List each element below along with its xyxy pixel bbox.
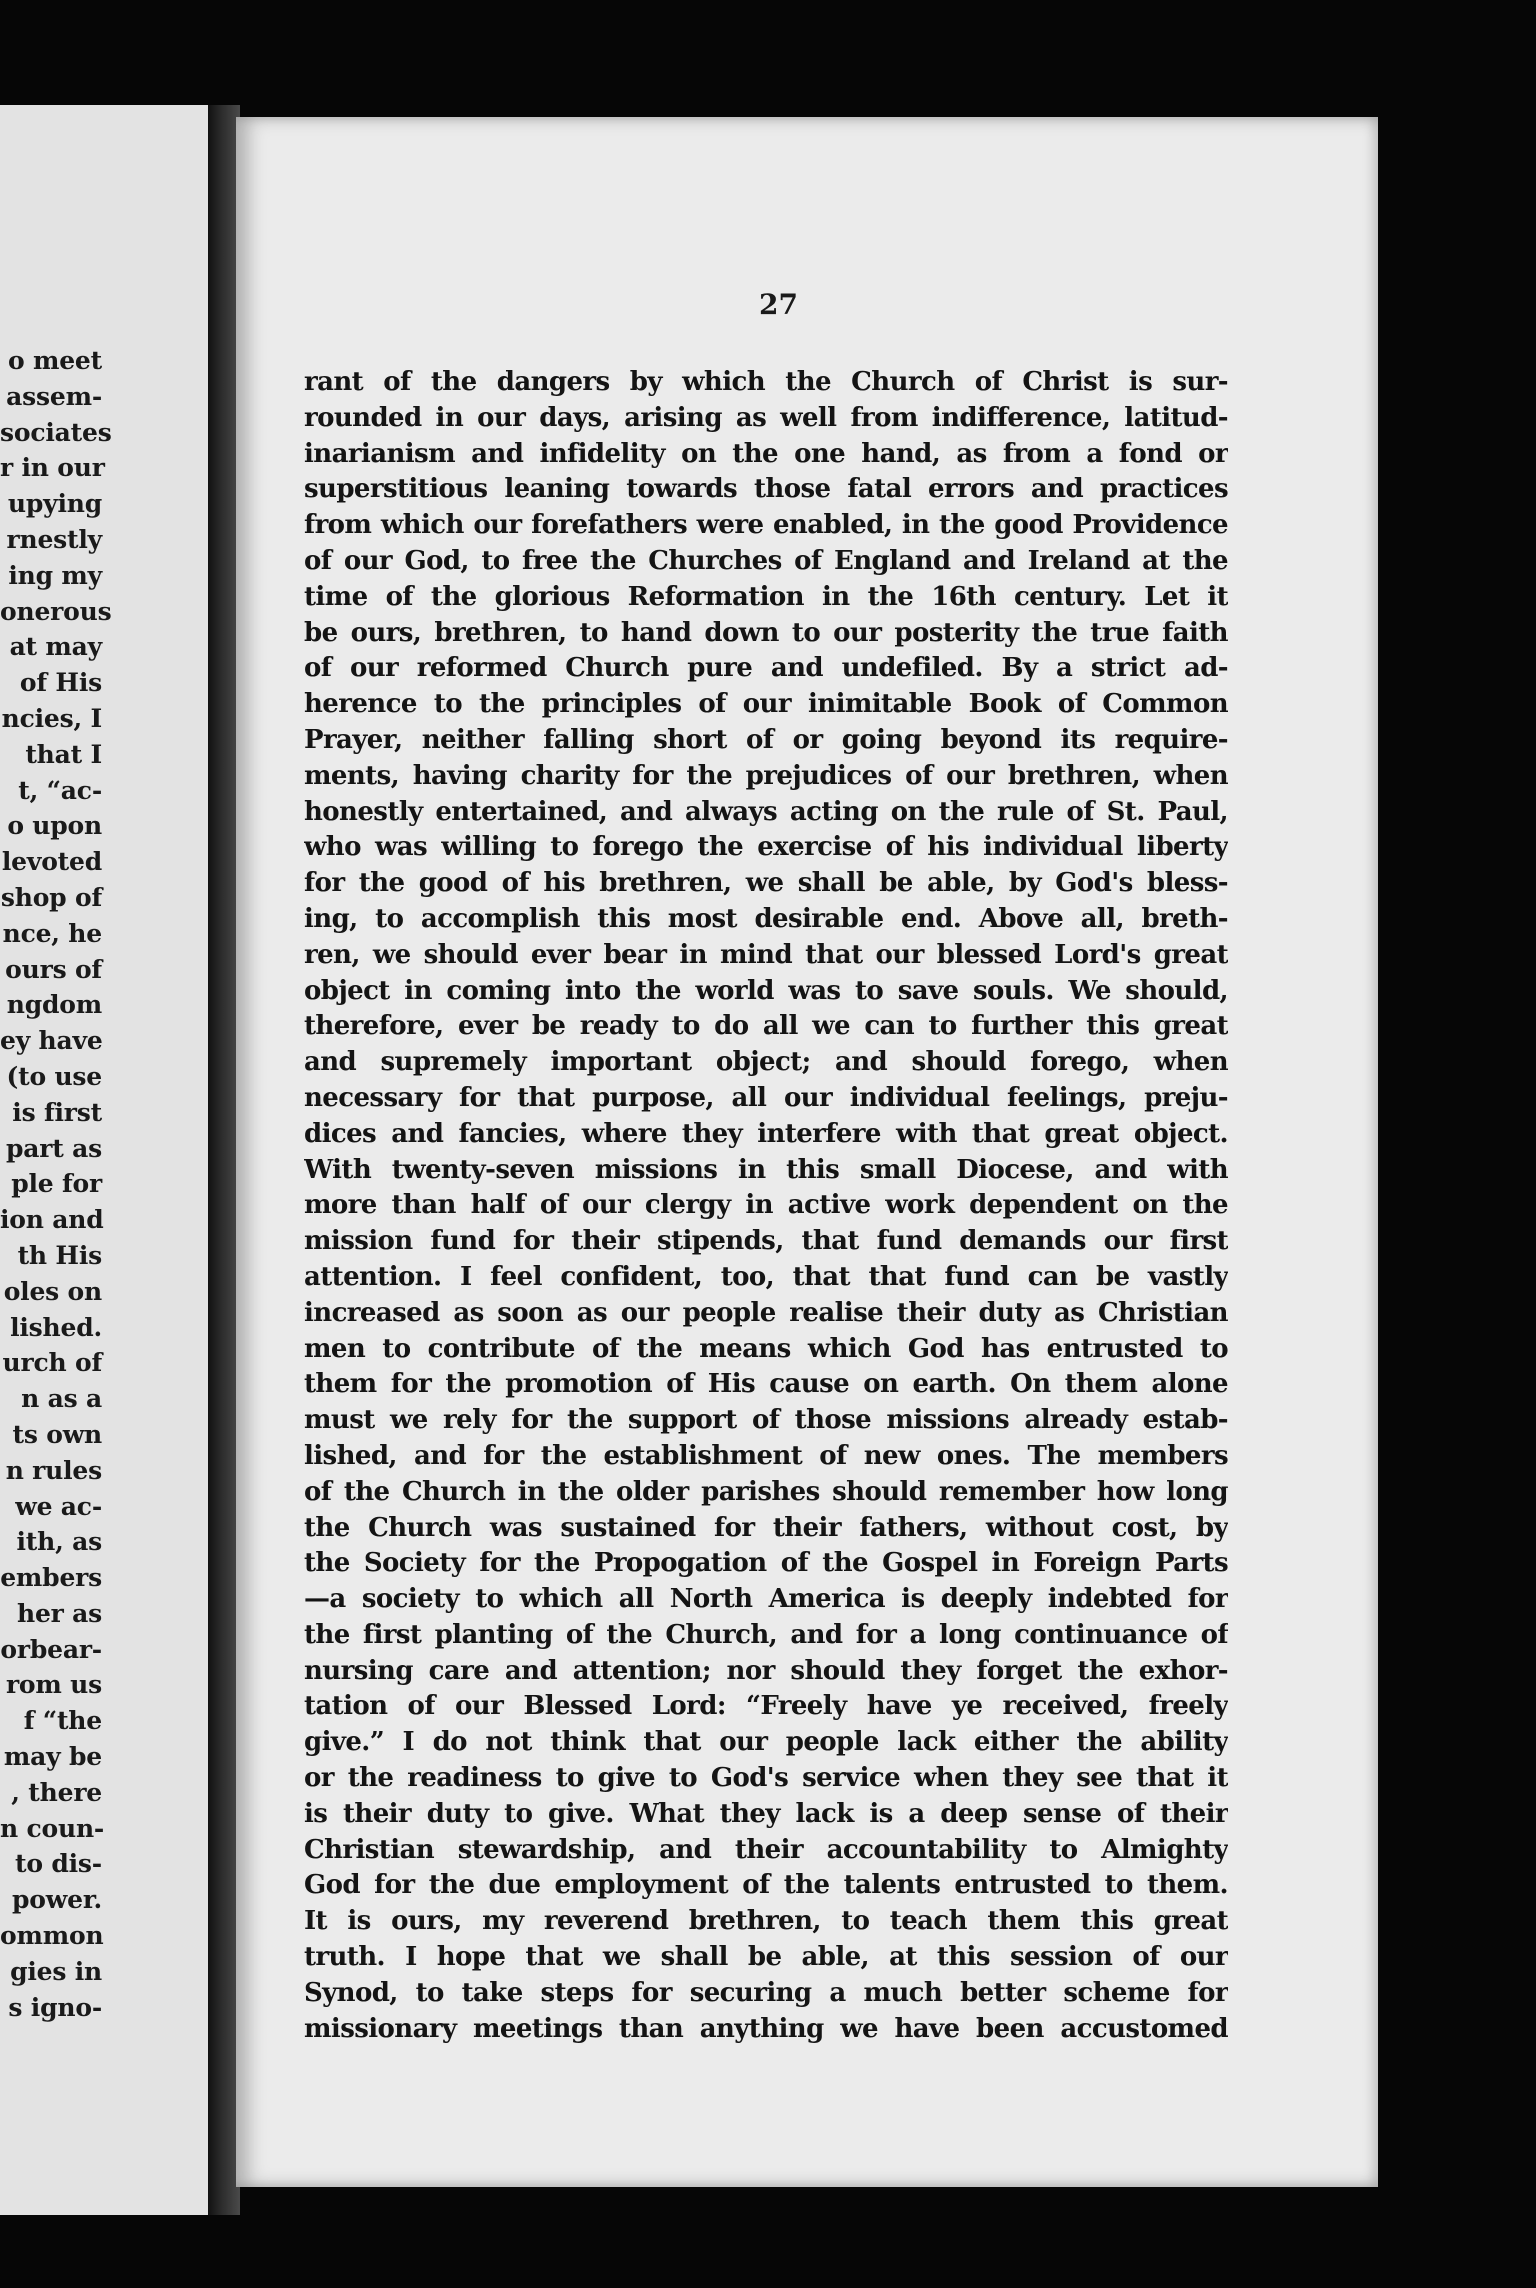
left-page-line-fragment: oles on	[3, 1276, 102, 1306]
text-line: ing, to accomplish this most desirable end. Above all, breth-	[304, 903, 1228, 934]
left-page-line-fragment: urch of	[2, 1348, 102, 1378]
text-line: the Society for the Propogation of the Gospel in Foreign Parts	[304, 1548, 1228, 1579]
text-line: missionary meetings than anything we have been accustomed	[304, 2013, 1228, 2044]
text-line: the first planting of the Church, and for a long continuance of	[304, 1619, 1228, 1650]
text-line: is their duty to give. What they lack is a deep sense of their	[304, 1798, 1228, 1829]
text-line: increased as soon as our people realise their duty as Christian	[304, 1297, 1228, 1328]
page-number: 27	[759, 288, 798, 321]
left-page-line-fragment: gies in	[10, 1956, 102, 1986]
text-line: time of the glorious Reformation in the 16th century. Let it	[304, 581, 1228, 612]
left-page-line-fragment: at may	[9, 632, 102, 662]
text-line: therefore, ever be ready to do all we can to further this great	[304, 1011, 1228, 1042]
text-line: of the Church in the older parishes should remember how long	[304, 1476, 1228, 1507]
text-line: ren, we should ever bear in mind that our blessed Lord's great	[304, 939, 1228, 970]
text-line: give.” I do not think that our people lack either the ability	[304, 1727, 1228, 1758]
left-page-line-fragment: ts own	[12, 1419, 102, 1449]
left-page-line-fragment: (to use	[6, 1061, 102, 1091]
text-line: —a society to which all North America is deeply indebted for	[304, 1584, 1228, 1615]
text-line: be ours, brethren, to hand down to our posterity the true faith	[304, 617, 1228, 648]
left-page-line-fragment: ey have	[0, 1026, 103, 1056]
left-page-line-fragment: s igno-	[8, 1992, 102, 2022]
left-page-line-fragment: nce, he	[2, 918, 102, 948]
text-line: from which our forefathers were enabled, in the good Providence	[304, 510, 1228, 541]
left-page-line-fragment: may be	[3, 1742, 102, 1772]
text-line: Prayer, neither falling short of or going beyond its require-	[304, 724, 1228, 755]
text-line: more than half of our clergy in active work dependent on the	[304, 1190, 1228, 1221]
left-page-line-fragment: levoted	[1, 847, 102, 877]
text-line: of our reformed Church pure and undefiled. By a strict ad-	[304, 653, 1228, 684]
left-page-line-fragment: shop of	[0, 882, 102, 912]
left-page-line-fragment: ion and	[0, 1205, 104, 1235]
text-line: Christian stewardship, and their accountability to Almighty	[304, 1834, 1228, 1865]
left-page-line-fragment: sociates	[0, 417, 112, 447]
text-line: lished, and for the establishment of new ones. The members	[304, 1440, 1228, 1471]
body-text	[304, 365, 1228, 2047]
left-page-line-fragment: onerous	[0, 596, 112, 626]
left-page-line-fragment: r in our	[0, 453, 105, 483]
text-line: ments, having charity for the prejudices of our brethren, when	[304, 760, 1228, 791]
left-page-line-fragment: embers	[0, 1563, 102, 1593]
left-page-line-fragment: o meet	[8, 346, 102, 375]
left-page-line-fragment: f “the	[23, 1706, 102, 1736]
left-page-line-fragment: upying	[7, 489, 102, 519]
left-page-line-fragment: her as	[16, 1598, 102, 1628]
text-line: mission fund for their stipends, that fund demands our first	[304, 1226, 1228, 1257]
left-page-line-fragment: ngdom	[6, 990, 102, 1020]
left-page-line-fragment: lished.	[10, 1312, 102, 1342]
text-line: must we rely for the support of those missions already estab-	[304, 1405, 1228, 1436]
text-line: Synod, to take steps for securing a much better scheme for	[304, 1977, 1228, 2008]
left-page-line-fragment: n rules	[5, 1455, 102, 1485]
left-page-line-fragment: ith, as	[16, 1527, 102, 1557]
left-page-line-fragment: we ac-	[15, 1491, 102, 1521]
text-line: tation of our Blessed Lord: “Freely have ye received, freely	[304, 1691, 1228, 1722]
text-line: who was willing to forego the exercise of his individual liberty	[304, 832, 1228, 863]
left-page-line-fragment: ple for	[11, 1169, 102, 1199]
text-line: attention. I feel confident, too, that that fund can be vastly	[304, 1261, 1228, 1292]
left-page-line-fragment: rom us	[5, 1670, 102, 1700]
left-page-line-fragment: , there	[11, 1777, 102, 1807]
left-page-line-fragment: power.	[12, 1885, 102, 1915]
text-line: object in coming into the world was to save souls. We should,	[304, 975, 1228, 1006]
text-line: inarianism and infidelity on the one hand, as from a fond or	[304, 438, 1228, 469]
left-page-line-fragment: ommon	[0, 1921, 104, 1951]
text-line: superstitious leaning towards those fatal errors and practices	[304, 474, 1228, 505]
left-page-line-fragment: part as	[6, 1133, 102, 1163]
text-line: them for the promotion of His cause on earth. On them alone	[304, 1369, 1228, 1400]
text-line: honestly entertained, and always acting on the rule of St. Paul,	[304, 796, 1228, 827]
left-page-line-fragment: n coun-	[0, 1813, 105, 1843]
text-line: dices and fancies, where they interfere with that great object.	[304, 1118, 1228, 1149]
text-line: herence to the principles of our inimitable Book of Common	[304, 689, 1228, 720]
left-page-text-fragments	[0, 343, 112, 2025]
text-line: for the good of his brethren, we shall be able, by God's bless-	[304, 868, 1228, 899]
left-page-line-fragment: rnestly	[6, 524, 102, 554]
left-page-line-fragment: assem-	[6, 381, 102, 411]
left-page-line-fragment: ing my	[8, 560, 102, 590]
text-line: men to contribute of the means which God has entrusted to	[304, 1333, 1228, 1364]
text-line: rant of the dangers by which the Church of Christ is sur-	[304, 367, 1228, 397]
text-line: and supremely important object; and should forego, when	[304, 1047, 1228, 1078]
left-page-line-fragment: th His	[17, 1240, 102, 1270]
left-page-line-fragment: is first	[12, 1097, 102, 1127]
left-page-line-fragment: orbear-	[0, 1634, 102, 1664]
left-page-line-fragment: ours of	[5, 954, 102, 984]
text-line: With twenty-seven missions in this small Diocese, and with	[304, 1154, 1228, 1185]
left-page-line-fragment: ncies, I	[1, 703, 102, 733]
text-line: the Church was sustained for their fathers, without cost, by	[304, 1512, 1228, 1543]
left-page-line-fragment: to dis-	[15, 1849, 102, 1879]
left-page-line-fragment: that I	[25, 739, 102, 769]
left-page-line-fragment: of His	[19, 668, 102, 698]
text-line: It is ours, my reverend brethren, to teach them this great	[304, 1906, 1228, 1937]
text-line: or the readiness to give to God's service when they see that it	[304, 1763, 1228, 1794]
left-facing-page	[0, 105, 208, 2215]
text-line: truth. I hope that we shall be able, at this session of our	[304, 1942, 1228, 1973]
text-line: necessary for that purpose, all our individual feelings, preju-	[304, 1082, 1228, 1113]
left-page-line-fragment: t, “ac-	[18, 775, 102, 805]
left-page-line-fragment: n as a	[21, 1384, 102, 1414]
left-page-line-fragment: o upon	[7, 811, 102, 841]
text-line: nursing care and attention; nor should they forget the exhor-	[304, 1655, 1228, 1686]
text-line: rounded in our days, arising as well from indifference, latitud-	[304, 402, 1228, 433]
text-line: of our God, to free the Churches of England and Ireland at the	[304, 545, 1228, 576]
text-line: God for the due employment of the talents entrusted to them.	[304, 1870, 1228, 1901]
